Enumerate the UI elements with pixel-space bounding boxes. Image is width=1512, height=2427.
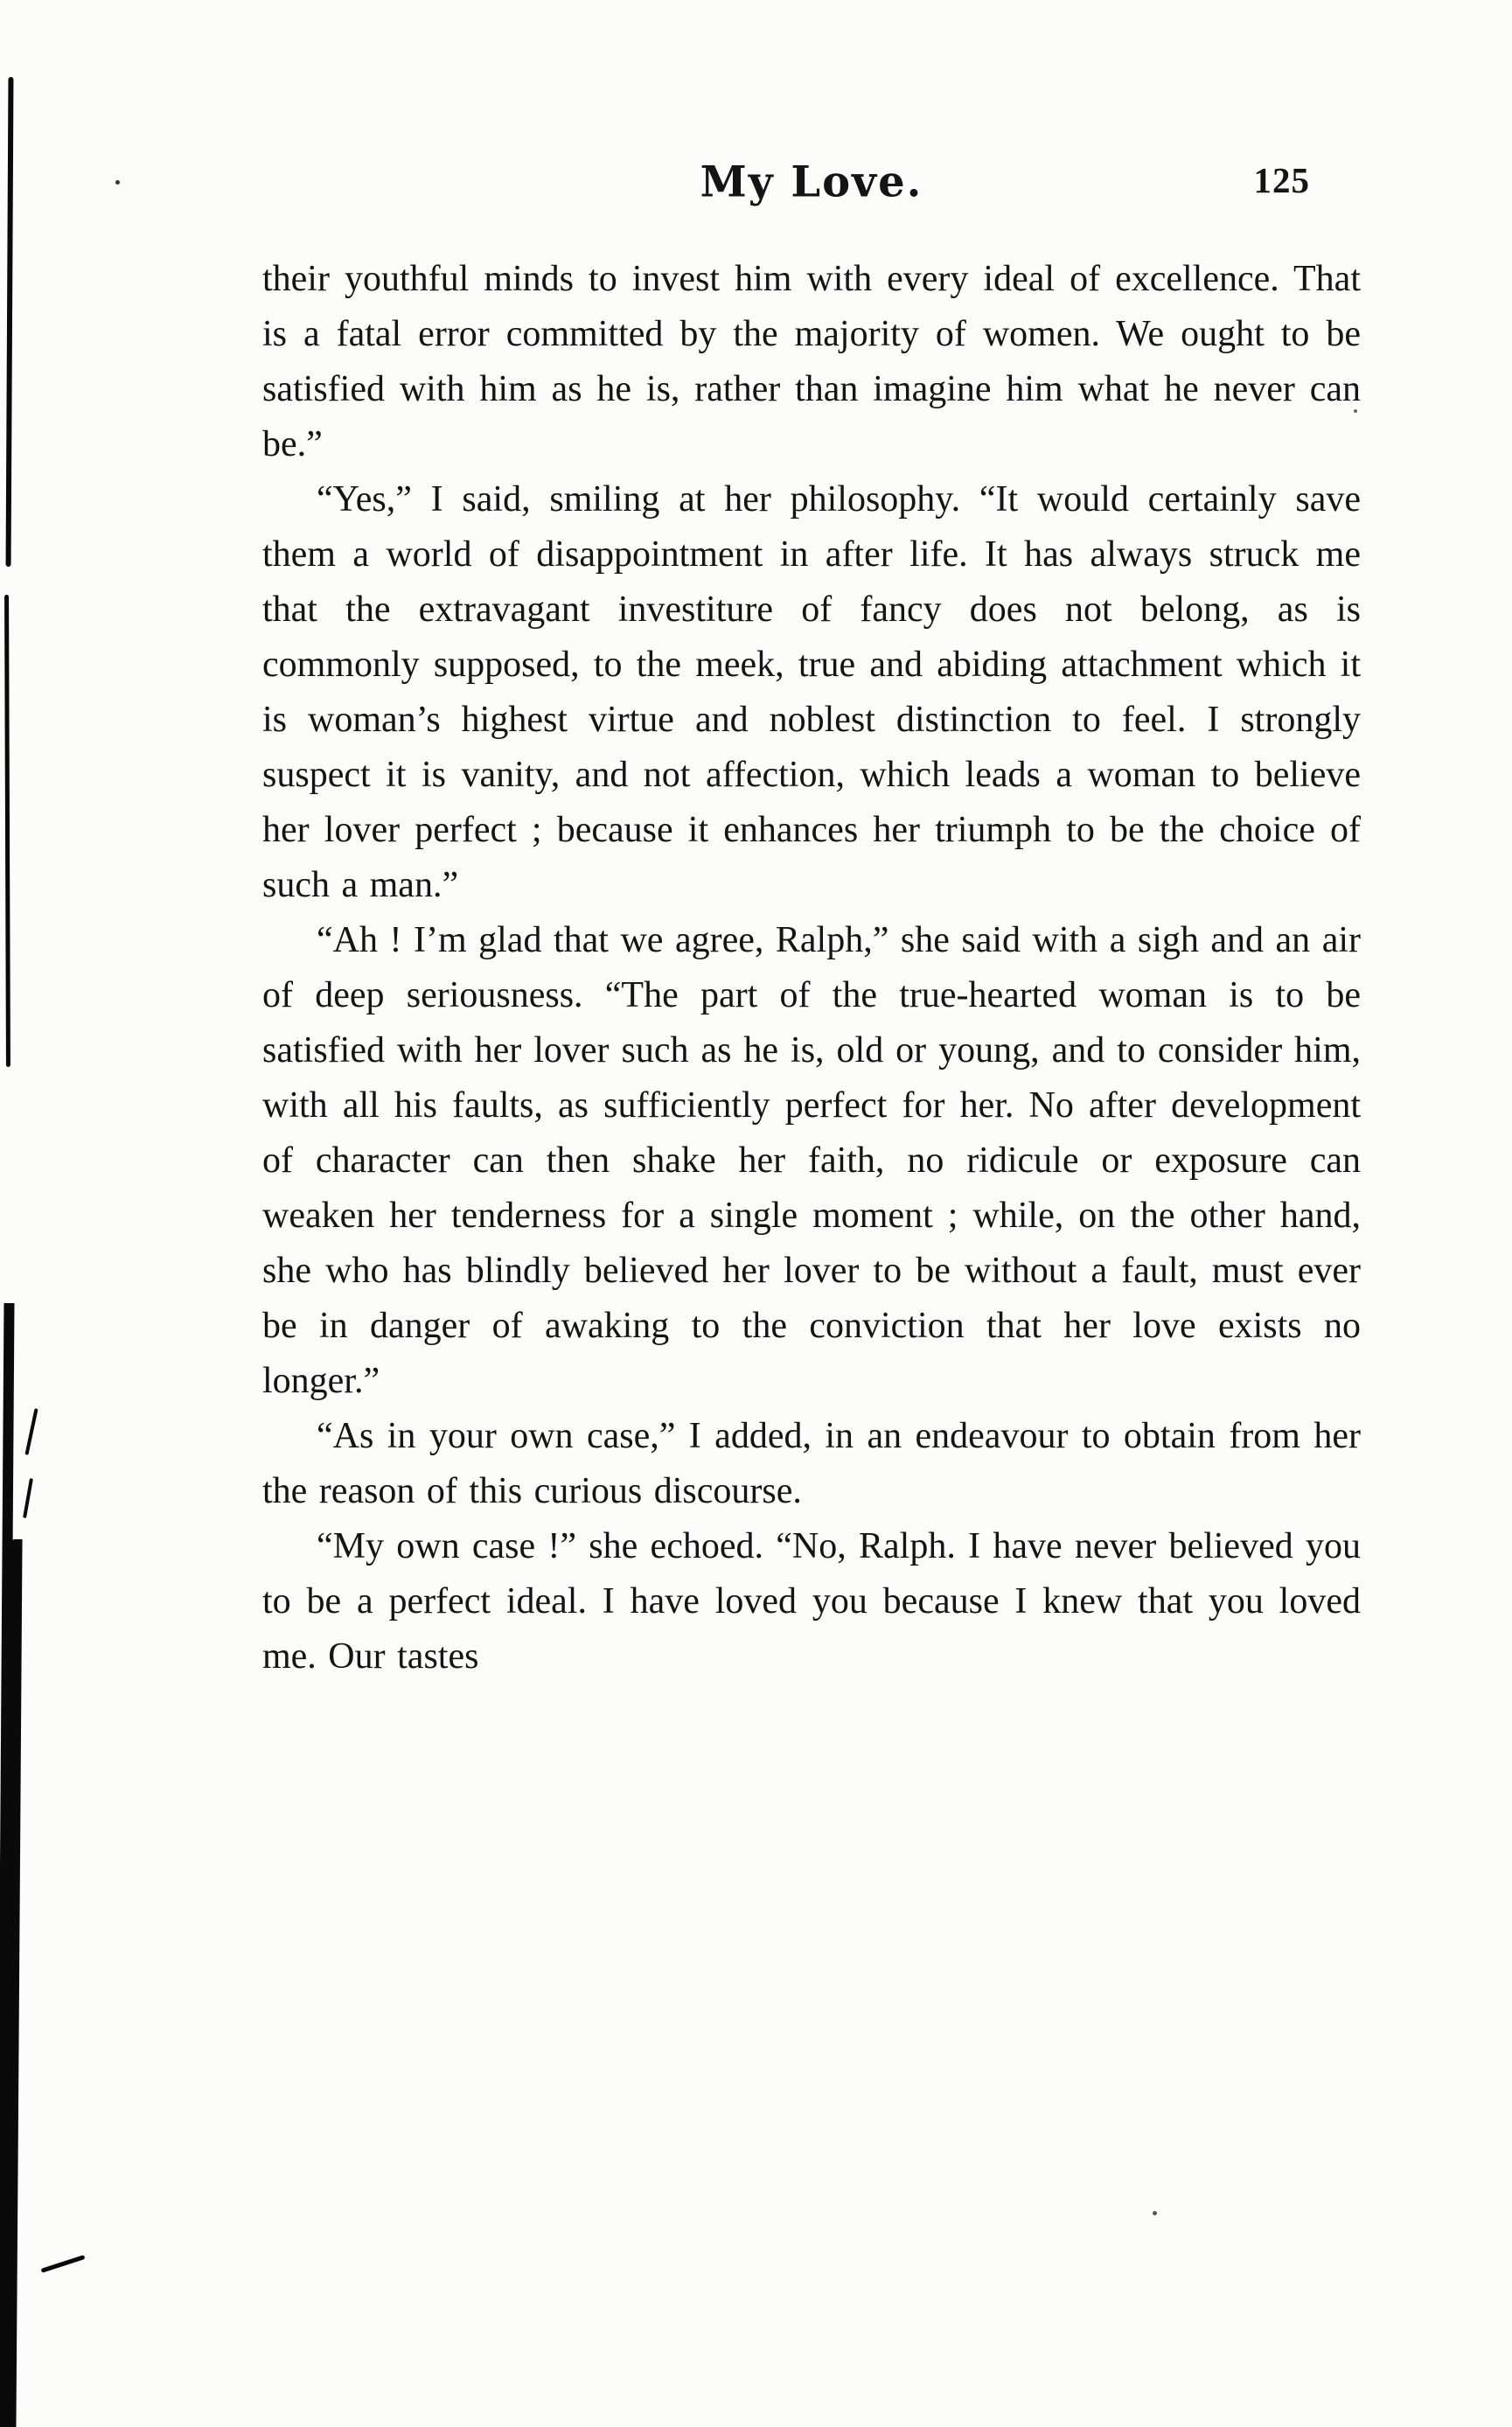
- scan-mark: [24, 1408, 38, 1455]
- page-content: [262, 157, 1361, 1684]
- paragraph: “Ah ! I’m glad that we agree, Ralph,” she said with a sigh and an air of deep seriousness. “The part of the true-hearted woman is to be satisfied with her lover such as he is, old or young, and to consider him, with all his faults, as sufficiently perfect for her. No after development of character can then shake her faith, no ridicule or exposure can weaken her tenderness for a single moment ; while, on the other hand, she who has blindly believed her lover to be without a fault, must ever be in danger of awaking to the conviction that her love exists no longer.”: [262, 920, 1361, 1401]
- running-header: [262, 157, 1361, 227]
- page-title: My Love.: [700, 157, 923, 207]
- scan-mark: [23, 1478, 33, 1518]
- scan-mark: [40, 2255, 85, 2273]
- scan-binding-edge: [4, 595, 10, 1067]
- page-body: [262, 252, 1361, 1684]
- page-number: 125: [1253, 160, 1310, 200]
- paragraph: their youthful minds to invest him with every ideal of excellence. That is a fatal error committed by the majority of women. We ought to be satisfied with him as he is, rather than imagine him what he never can be.”: [262, 259, 1361, 464]
- scan-binding-edge: [6, 77, 14, 567]
- paragraph: “My own case !” she echoed. “No, Ralph. I have never believed you to be a perfect ideal. I have loved you because I knew that you loved me. Our tastes: [262, 1526, 1361, 1677]
- paragraph: “As in your own case,” I added, in an endeavour to obtain from her the reason of this curious discourse.: [262, 1416, 1361, 1511]
- scan-speck: [1153, 2211, 1157, 2215]
- paragraph: “Yes,” I said, smiling at her philosophy. “It would certainly save them a world of disappointment in after life. It has always struck me that the extravagant investiture of fancy does not belong, as is commonly supposed, to the meek, true and abiding attachment which it is woman’s highest virtue and noblest distinction to feel. I strongly suspect it is vanity, and not affection, which leads a woman to believe her lover perfect ; because it enhances her triumph to be the choice of such a man.”: [262, 479, 1361, 905]
- scan-speck: [115, 180, 120, 185]
